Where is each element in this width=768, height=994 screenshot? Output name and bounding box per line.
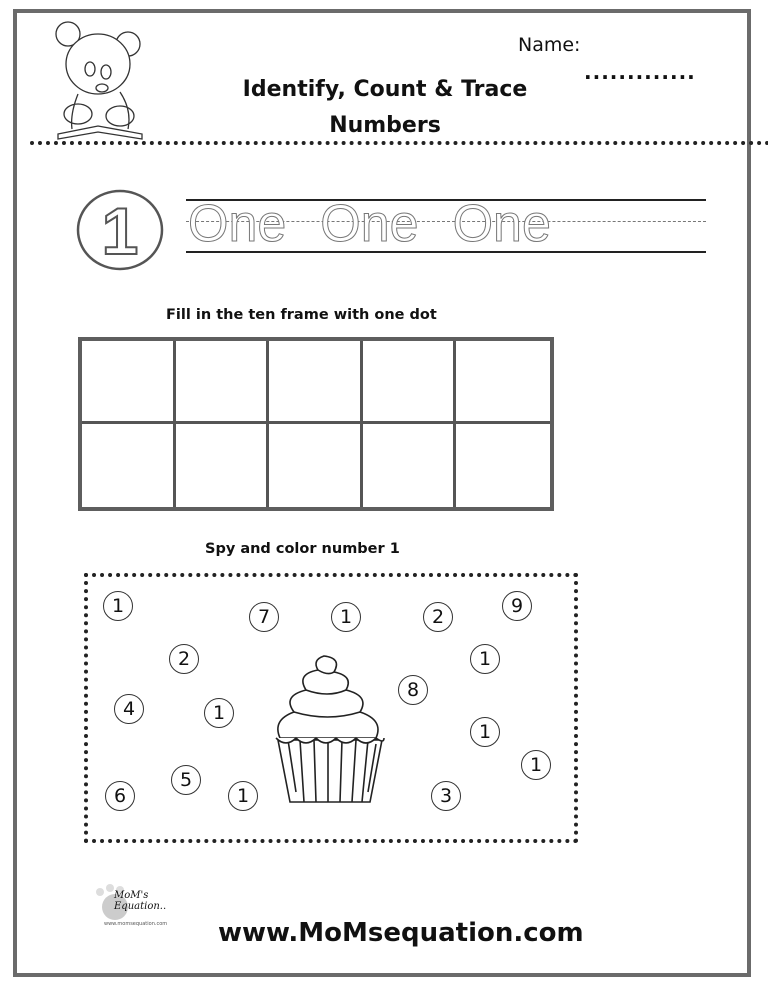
- header-divider: [30, 141, 768, 145]
- title-line-1: Identify, Count & Trace: [242, 77, 528, 102]
- trace-words: [188, 194, 551, 254]
- circled-number[interactable]: 1: [470, 717, 500, 747]
- trace-word[interactable]: One: [320, 195, 419, 253]
- website-link[interactable]: www.MoMsequation.com: [218, 918, 584, 948]
- ten-frame-instruction: Fill in the ten frame with one dot: [166, 307, 437, 323]
- circled-number[interactable]: 7: [249, 602, 279, 632]
- circled-number[interactable]: 1: [331, 602, 361, 632]
- worksheet-title: [180, 72, 590, 144]
- trace-digit: 1: [101, 194, 139, 268]
- circled-number[interactable]: 1: [470, 644, 500, 674]
- teddy-bear-illustration: [50, 14, 150, 142]
- circled-number[interactable]: 5: [171, 765, 201, 795]
- cupcake-illustration: [272, 652, 388, 808]
- ten-frame-cell[interactable]: [82, 341, 176, 424]
- ten-frame-cell[interactable]: [456, 341, 550, 424]
- circled-number[interactable]: 1: [103, 591, 133, 621]
- circled-number[interactable]: 1: [204, 698, 234, 728]
- circled-number[interactable]: 4: [114, 694, 144, 724]
- spy-instruction: Spy and color number 1: [205, 541, 400, 557]
- ten-frame-cell[interactable]: [176, 341, 270, 424]
- momsequation-logo: [96, 884, 186, 930]
- circled-number[interactable]: 2: [423, 602, 453, 632]
- circled-number[interactable]: 1: [228, 781, 258, 811]
- ten-frame-cell[interactable]: [176, 424, 270, 507]
- circled-number[interactable]: 6: [105, 781, 135, 811]
- name-label: Name:: [518, 34, 581, 56]
- circled-number[interactable]: 2: [169, 644, 199, 674]
- ten-frame-cell[interactable]: [269, 341, 363, 424]
- ten-frame-cell[interactable]: [82, 424, 176, 507]
- trace-word[interactable]: One: [188, 195, 287, 253]
- circled-number[interactable]: 8: [398, 675, 428, 705]
- circled-number[interactable]: 3: [431, 781, 461, 811]
- name-field[interactable]: .............: [584, 60, 696, 84]
- circled-number[interactable]: 9: [502, 591, 532, 621]
- ten-frame-cell[interactable]: [363, 341, 457, 424]
- logo-url: www.momsequation.com: [104, 921, 168, 927]
- ten-frame: [78, 337, 554, 511]
- ten-frame-cell[interactable]: [269, 424, 363, 507]
- circled-number[interactable]: 1: [521, 750, 551, 780]
- ten-frame-cell[interactable]: [363, 424, 457, 507]
- title-line-2: Numbers: [329, 113, 441, 138]
- trace-word[interactable]: One: [452, 195, 551, 253]
- ten-frame-cell[interactable]: [456, 424, 550, 507]
- number-one-outline: [74, 186, 170, 274]
- logo-text: MoM's Equation..: [114, 890, 167, 912]
